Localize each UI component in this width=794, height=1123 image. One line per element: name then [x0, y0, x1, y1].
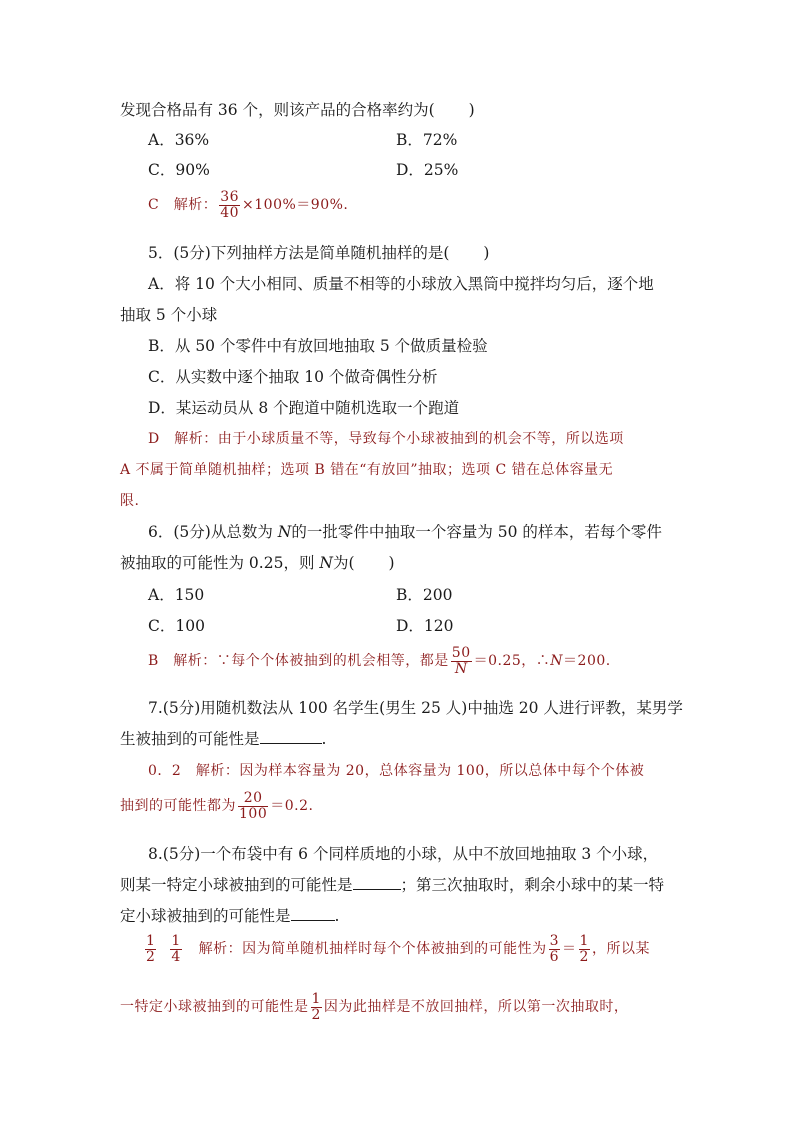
- q6-stem-line2: 被抽取的可能性为 0.25，则 N为( ): [120, 554, 395, 572]
- answer-blank[interactable]: [291, 920, 335, 921]
- q6-stem-line1: 6．(5分)从总数为 N的一批零件中抽取一个容量为 50 的样本，若每个零件: [148, 523, 662, 541]
- q5-answer-line2: A 不属于简单随机抽样；选项 B 错在“有放回”抽取；选项 C 错在总体容量无: [120, 462, 614, 478]
- q8-stem-line2: 则某一特定小球被抽到的可能性是 ；第三次抽取时，剩余小球中的某一特: [120, 876, 665, 894]
- q7-answer-line2: 抽到的可能性都为 $\frac{20}{100}$ ＝0.2.: [120, 790, 314, 822]
- q5-option-c: C．从实数中逐个抽取 10 个做奇偶性分析: [148, 368, 438, 386]
- fraction: $\frac{3}{6}$: [549, 933, 560, 965]
- q4-answer: C 解析： $\frac{36}{40}$ ×100%＝90%.: [148, 189, 349, 221]
- q4-option-a: A．36%: [148, 131, 210, 149]
- q5-option-b: B．从 50 个零件中有放回地抽取 5 个做质量检验: [148, 337, 488, 355]
- q8-stem-line3: 定小球被抽到的可能性是 .: [120, 907, 340, 925]
- fraction: $\frac{1}{4}$: [171, 933, 181, 965]
- fraction: $\frac{50}{N}$: [451, 645, 471, 677]
- fraction: $\frac{1}{2}$: [579, 933, 589, 965]
- q4-option-b: B．72%: [396, 131, 458, 149]
- fraction: $\frac{1}{2}$: [311, 991, 321, 1023]
- q5-option-a-line2: 抽取 5 个小球: [120, 306, 218, 324]
- q5-option-d: D．某运动员从 8 个跑道中随机选取一个跑道: [148, 399, 460, 417]
- q4-option-d: D．25%: [396, 161, 459, 179]
- q6-option-a: A．150: [148, 586, 205, 604]
- q5-answer-line1: D 解析：由于小球质量不等，导致每个小球被抽到的机会不等，所以选项: [148, 431, 624, 447]
- q5-option-a-line1: A．将 10 个大小相同、质量不相等的小球放入黑筒中搅拌均匀后，逐个地: [148, 275, 654, 293]
- q8-answer-line1: $\frac{1}{2}$ $\frac{1}{4}$ 解析：因为简单随机抽样时每个个体被抽到的可能性为 $\frac{3}{6}$ ＝ $\frac{1}{2}$ ，所以某: [146, 933, 650, 965]
- fraction: $\frac{36}{40}$: [220, 189, 240, 221]
- q6-option-d: D．120: [396, 617, 454, 635]
- q6-option-b: B．200: [396, 586, 453, 604]
- q5-stem: 5．(5分)下列抽样方法是简单随机抽样的是( ): [148, 244, 490, 262]
- q5-answer-line3: 限.: [120, 493, 140, 509]
- q6-answer: B 解析：∵每个个体被抽到的机会相等，都是 $\frac{50}{N}$ ＝0.25，∴N＝200.: [148, 645, 611, 677]
- q4-stem: 发现合格品有 36 个，则该产品的合格率约为( ): [120, 101, 475, 119]
- q7-answer-line1: 0．2 解析：因为样本容量为 20，总体容量为 100，所以总体中每个个体被: [148, 763, 645, 779]
- q8-stem-line1: 8.(5分)一个布袋中有 6 个同样质地的小球，从中不放回地抽取 3 个小球，: [148, 845, 659, 863]
- q4-option-c: C．90%: [148, 161, 210, 179]
- fraction: $\frac{1}{2}$: [146, 933, 156, 965]
- q6-option-c: C．100: [148, 617, 205, 635]
- q7-stem-line2: 生被抽到的可能性是 .: [120, 730, 327, 748]
- answer-blank[interactable]: [353, 889, 401, 890]
- answer-blank[interactable]: [260, 743, 322, 744]
- fraction: $\frac{20}{100}$: [239, 790, 268, 822]
- q8-answer-line2: 一特定小球被抽到的可能性是 $\frac{1}{2}$ 因为此抽样是不放回抽样，所以第一次抽取时，: [120, 991, 629, 1023]
- q7-stem-line1: 7.(5分)用随机数法从 100 名学生(男生 25 人)中抽选 20 人进行评教，某男学: [148, 699, 683, 717]
